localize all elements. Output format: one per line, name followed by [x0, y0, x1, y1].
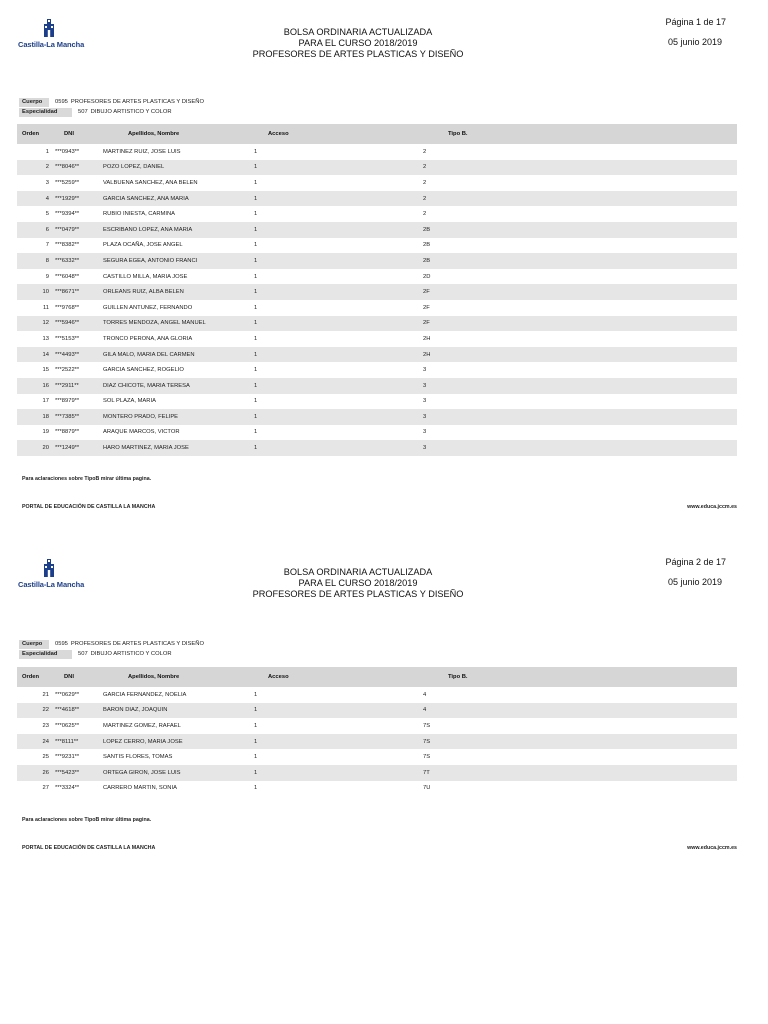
- cell-acceso: 1: [254, 754, 258, 761]
- col-nombre: Apellidos, Nombre: [128, 131, 180, 137]
- table-row: [17, 347, 737, 363]
- cell-orden: 1: [45, 148, 49, 155]
- cell-dni: ***4618**: [55, 707, 80, 714]
- cuerpo-row: [19, 97, 204, 107]
- footer-url: www.educa.jccm.es: [687, 504, 737, 510]
- cell-nombre: GARCIA SANCHEZ, ANA MARIA: [103, 195, 189, 202]
- cell-dni: ***0629**: [55, 691, 80, 698]
- col-acceso: Acceso: [268, 131, 289, 137]
- footer-portal: PORTAL DE EDUCACIÓN DE CASTILLA LA MANCHA: [22, 845, 156, 851]
- cell-tipo: 2F: [423, 320, 430, 327]
- cell-nombre: TRONCO PERONA, ANA GLORIA: [103, 335, 193, 342]
- table-body: [17, 687, 737, 796]
- cell-tipo: 2F: [423, 289, 430, 296]
- table-row: [17, 394, 737, 410]
- cell-acceso: 1: [254, 691, 258, 698]
- report-date: 05 junio 2019: [667, 577, 722, 587]
- cell-nombre: HARO MARTINEZ, MARIA JOSE: [103, 445, 189, 452]
- table-header: [17, 124, 737, 144]
- table-row: [17, 316, 737, 332]
- table-row: [17, 238, 737, 254]
- cell-acceso: 1: [254, 429, 258, 436]
- especialidad-desc: DIBUJO ARTISTICO Y COLOR: [90, 651, 172, 657]
- cell-acceso: 1: [254, 738, 258, 745]
- cell-tipo: 3: [423, 413, 427, 420]
- cuerpo-row: [19, 639, 204, 649]
- table-row: [17, 749, 737, 765]
- cell-tipo: 2B: [423, 226, 431, 233]
- cell-orden: 16: [42, 382, 49, 389]
- tipo-note: Para aclaraciones sobre TipoB mirar última pagina.: [22, 817, 152, 823]
- cell-tipo: 3: [423, 382, 427, 389]
- table-row: [17, 144, 737, 160]
- cell-orden: 21: [42, 691, 49, 698]
- table-row: [17, 191, 737, 207]
- cell-dni: ***1249**: [55, 445, 80, 452]
- cell-tipo: 4: [423, 707, 427, 714]
- cell-nombre: SEGURA EGEA, ANTONIO FRANCI: [103, 257, 198, 264]
- cell-tipo: 2: [423, 148, 427, 155]
- cell-dni: ***6332**: [55, 257, 80, 264]
- cell-nombre: GUILLEN ANTUNEZ, FERNANDO: [103, 304, 193, 311]
- col-nombre: Apellidos, Nombre: [128, 674, 180, 680]
- cell-nombre: ORLEANS RUIZ, ALBA BELEN: [103, 289, 184, 296]
- table-row: [17, 718, 737, 734]
- cell-tipo: 2H: [423, 351, 431, 358]
- cell-dni: ***9231**: [55, 754, 80, 761]
- cell-orden: 17: [42, 398, 49, 405]
- cell-orden: 3: [45, 179, 49, 186]
- table-row: [17, 331, 737, 347]
- cell-tipo: 7S: [423, 754, 431, 761]
- cell-dni: ***0943**: [55, 148, 80, 155]
- cell-dni: ***6048**: [55, 273, 80, 280]
- title-line-2: PARA EL CURSO 2018/2019: [298, 38, 418, 48]
- cell-nombre: SOL PLAZA, MARIA: [103, 398, 156, 405]
- cell-acceso: 1: [254, 273, 258, 280]
- cell-nombre: GARCIA SANCHEZ, ROGELIO: [103, 367, 184, 374]
- cell-dni: ***5946**: [55, 320, 80, 327]
- logo-text: Castilla-La Mancha: [18, 40, 85, 49]
- cell-acceso: 1: [254, 320, 258, 327]
- especialidad-label: Especialidad: [19, 650, 72, 659]
- cell-tipo: 4: [423, 691, 427, 698]
- cell-orden: 10: [42, 289, 49, 296]
- table-row: [17, 409, 737, 425]
- cell-orden: 23: [42, 722, 49, 729]
- cell-nombre: ARAQUE MARCOS, VICTOR: [103, 429, 180, 436]
- cell-tipo: 3: [423, 398, 427, 405]
- table-row: [17, 175, 737, 191]
- title-line-3: PROFESORES DE ARTES PLASTICAS Y DISEÑO: [252, 49, 464, 59]
- title-line-2: PARA EL CURSO 2018/2019: [298, 578, 418, 588]
- cell-orden: 14: [42, 351, 49, 358]
- cell-orden: 6: [45, 226, 49, 233]
- cell-nombre: GILA MALO, MARIA DEL CARMEN: [103, 351, 195, 358]
- cell-dni: ***0479**: [55, 226, 80, 233]
- cell-orden: 11: [42, 304, 49, 311]
- col-tipo: Tipo B.: [448, 131, 468, 137]
- cell-dni: ***8111**: [55, 738, 79, 745]
- cell-orden: 4: [45, 195, 49, 202]
- cell-orden: 26: [42, 769, 49, 776]
- cell-nombre: CASTILLO MILLA, MARIA JOSE: [103, 273, 188, 280]
- cell-acceso: 1: [254, 242, 258, 249]
- cell-orden: 5: [45, 211, 49, 218]
- cell-acceso: 1: [254, 413, 258, 420]
- col-dni: DNI: [64, 674, 74, 680]
- cuerpo-desc: PROFESORES DE ARTES PLASTICAS Y DISEÑO: [70, 99, 204, 105]
- cell-tipo: 2: [423, 179, 427, 186]
- cell-acceso: 1: [254, 445, 258, 452]
- page-number: Página 2 de 17: [665, 557, 726, 567]
- cell-tipo: 7S: [423, 722, 431, 729]
- table-header: [17, 667, 737, 687]
- table-body: [17, 144, 737, 456]
- cell-acceso: 1: [254, 257, 258, 264]
- cell-tipo: 3: [423, 429, 427, 436]
- table-row: [17, 440, 737, 456]
- cell-orden: 24: [42, 738, 49, 745]
- cell-orden: 19: [42, 429, 49, 436]
- cell-dni: ***4493**: [55, 351, 80, 358]
- table-row: [17, 425, 737, 441]
- cell-dni: ***9768**: [55, 304, 80, 311]
- page-number: Página 1 de 17: [665, 17, 726, 27]
- cell-dni: ***5423**: [55, 769, 80, 776]
- cuerpo-label: Cuerpo: [19, 640, 49, 649]
- especialidad-desc: DIBUJO ARTISTICO Y COLOR: [90, 109, 172, 115]
- cell-acceso: 1: [254, 707, 258, 714]
- table-row: [17, 703, 737, 719]
- cell-nombre: GARCIA FERNANDEZ, NOELIA: [103, 691, 187, 698]
- cell-tipo: 3: [423, 367, 427, 374]
- cell-nombre: MONTERO PRADO, FELIPE: [103, 413, 179, 420]
- cell-nombre: CARRERO MARTIN, SONIA: [103, 785, 177, 792]
- especialidad-label: Especialidad: [19, 108, 72, 117]
- table-row: [17, 222, 737, 238]
- cell-dni: ***8979**: [55, 398, 80, 405]
- cell-acceso: 1: [254, 769, 258, 776]
- cell-dni: ***8671**: [55, 289, 80, 296]
- document-title: [200, 27, 516, 60]
- cell-acceso: 1: [254, 289, 258, 296]
- cell-dni: ***0625**: [55, 722, 80, 729]
- cell-acceso: 1: [254, 351, 258, 358]
- table-row: [17, 284, 737, 300]
- cell-tipo: 2: [423, 164, 427, 171]
- cell-tipo: 7S: [423, 738, 431, 745]
- cell-acceso: 1: [254, 722, 258, 729]
- footer-url: www.educa.jccm.es: [687, 845, 737, 851]
- cell-dni: ***2911**: [55, 382, 79, 389]
- castle-icon: [42, 558, 56, 578]
- col-tipo: Tipo B.: [448, 674, 468, 680]
- col-orden: Orden: [22, 674, 40, 680]
- cell-acceso: 1: [254, 179, 258, 186]
- candidates-table: [17, 124, 737, 456]
- cell-orden: 2: [45, 164, 49, 171]
- cell-nombre: POZO LOPEZ, DANIEL: [103, 164, 165, 171]
- cell-acceso: 1: [254, 367, 258, 374]
- col-orden: Orden: [22, 131, 40, 137]
- document-page-2: [0, 540, 768, 900]
- cuerpo-desc: PROFESORES DE ARTES PLASTICAS Y DISEÑO: [70, 641, 204, 647]
- title-line-3: PROFESORES DE ARTES PLASTICAS Y DISEÑO: [252, 589, 464, 599]
- cell-tipo: 2: [423, 195, 427, 202]
- table-row: [17, 765, 737, 781]
- castilla-la-mancha-logo: [18, 558, 85, 589]
- cell-nombre: ESCRIBANO LOPEZ, ANA MARIA: [103, 226, 193, 233]
- cell-acceso: 1: [254, 211, 258, 218]
- especialidad-code: 507: [78, 651, 88, 657]
- cell-orden: 20: [42, 445, 49, 452]
- title-line-1: BOLSA ORDINARIA ACTUALIZADA: [283, 567, 433, 577]
- cell-dni: ***9394**: [55, 211, 80, 218]
- cuerpo-label: Cuerpo: [19, 98, 49, 107]
- cuerpo-code: 0595: [55, 99, 68, 105]
- table-row: [17, 160, 737, 176]
- meta-block: [19, 97, 204, 117]
- castilla-la-mancha-logo: [18, 18, 85, 49]
- cell-dni: ***8382**: [55, 242, 80, 249]
- cell-dni: ***8879**: [55, 429, 80, 436]
- cell-acceso: 1: [254, 382, 258, 389]
- cell-orden: 15: [42, 367, 49, 374]
- title-line-1: BOLSA ORDINARIA ACTUALIZADA: [283, 27, 433, 37]
- table-row: [17, 269, 737, 285]
- cell-dni: ***5153**: [55, 335, 80, 342]
- cell-tipo: 2B: [423, 242, 431, 249]
- cell-dni: ***7385**: [55, 413, 80, 420]
- cell-tipo: 2B: [423, 257, 431, 264]
- footer-portal: PORTAL DE EDUCACIÓN DE CASTILLA LA MANCHA: [22, 504, 156, 510]
- cell-orden: 9: [45, 273, 49, 280]
- especialidad-row: [19, 107, 204, 117]
- cell-orden: 7: [45, 242, 49, 249]
- cell-nombre: TORRES MENDOZA, ANGEL MANUEL: [103, 320, 206, 327]
- cell-nombre: MARTINEZ GOMEZ, RAFAEL: [103, 722, 181, 729]
- cell-dni: ***3324**: [55, 785, 80, 792]
- cell-nombre: MARTINEZ RUIZ, JOSE LUIS: [103, 148, 181, 155]
- cell-nombre: VALBUENA SANCHEZ, ANA BELEN: [103, 179, 198, 186]
- table-row: [17, 734, 737, 750]
- cell-nombre: ORTEGA GIRON, JOSE LUIS: [103, 769, 181, 776]
- cell-acceso: 1: [254, 226, 258, 233]
- cell-tipo: 7U: [423, 785, 431, 792]
- cell-nombre: DIAZ CHICOTE, MARIA TERESA: [103, 382, 190, 389]
- cell-nombre: SANTIS FLORES, TOMAS: [103, 754, 173, 761]
- cell-dni: ***5259**: [55, 179, 80, 186]
- cell-acceso: 1: [254, 195, 258, 202]
- cell-acceso: 1: [254, 148, 258, 155]
- cell-orden: 8: [45, 257, 49, 264]
- cell-tipo: 2D: [423, 273, 431, 280]
- cell-acceso: 1: [254, 398, 258, 405]
- cell-tipo: 2F: [423, 304, 430, 311]
- table-row: [17, 300, 737, 316]
- cell-tipo: 2: [423, 211, 427, 218]
- cell-orden: 13: [42, 335, 49, 342]
- cell-tipo: 3: [423, 445, 427, 452]
- table-row: [17, 378, 737, 394]
- table-row: [17, 781, 737, 797]
- table-row: [17, 362, 737, 378]
- cell-nombre: BARON DIAZ, JOAQUIN: [103, 707, 168, 714]
- table-row: [17, 687, 737, 703]
- cell-orden: 25: [42, 754, 49, 761]
- cell-orden: 27: [42, 785, 49, 792]
- tipo-note: Para aclaraciones sobre TipoB mirar última pagina.: [22, 476, 152, 482]
- especialidad-row: [19, 649, 204, 659]
- col-acceso: Acceso: [268, 674, 289, 680]
- col-dni: DNI: [64, 131, 74, 137]
- cell-orden: 22: [42, 707, 49, 714]
- cell-acceso: 1: [254, 335, 258, 342]
- cell-dni: ***8046**: [55, 164, 80, 171]
- cell-acceso: 1: [254, 304, 258, 311]
- report-date: 05 junio 2019: [667, 37, 722, 47]
- logo-text: Castilla-La Mancha: [18, 580, 85, 589]
- cell-dni: ***2522**: [55, 367, 80, 374]
- meta-block: [19, 639, 204, 659]
- cuerpo-code: 0595: [55, 641, 68, 647]
- cell-nombre: LOPEZ CERRO, MARIA JOSE: [103, 738, 183, 745]
- cell-orden: 12: [42, 320, 49, 327]
- document-title: [200, 567, 516, 600]
- cell-acceso: 1: [254, 164, 258, 171]
- candidates-table: [17, 667, 737, 796]
- table-row: [17, 206, 737, 222]
- cell-nombre: RUBIO INIESTA, CARMINA: [103, 211, 176, 218]
- table-row: [17, 253, 737, 269]
- cell-dni: ***1929**: [55, 195, 80, 202]
- cell-acceso: 1: [254, 785, 258, 792]
- cell-tipo: 7T: [423, 769, 430, 776]
- especialidad-code: 507: [78, 109, 88, 115]
- cell-orden: 18: [42, 413, 49, 420]
- cell-nombre: PLAZA OCAÑA, JOSE ANGEL: [103, 242, 183, 249]
- castle-icon: [42, 18, 56, 38]
- cell-tipo: 2H: [423, 335, 431, 342]
